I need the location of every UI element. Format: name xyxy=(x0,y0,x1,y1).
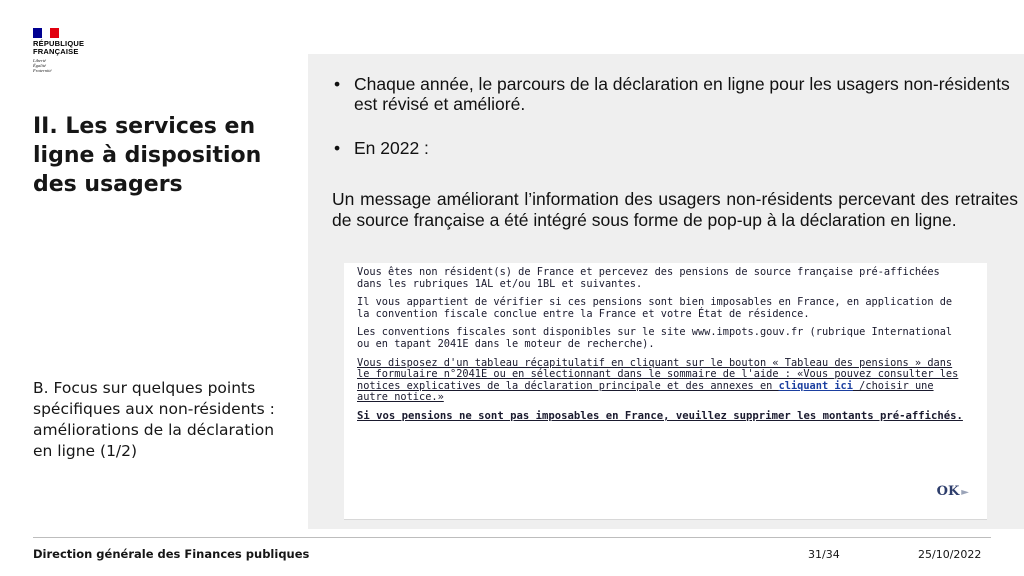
intro-paragraph: Un message améliorant l’information des usagers non-résidents percevant des retraites de source française a été intégré sous forme de pop-up à la déclaration en ligne. xyxy=(332,189,1018,230)
republique-francaise-logo xyxy=(33,28,113,73)
popup-paragraph-4-start: Vous disposez d'un tableau récapitulatif en cliquant sur le bouton « Tableau des pensions » dans le formulaire n°2041E ou en sélectionnant dans le sommaire de l'aide : «Vous pouvez consulter les notices explicatives de la déclaration principale et des annexes en xyxy=(357,356,959,392)
footer-divider xyxy=(33,537,991,538)
bullet-item xyxy=(330,74,1020,114)
popup-paragraph-3: Les conventions fiscales sont disponibles sur le site www.impots.gouv.fr (rubrique International ou en tapant 2041E dans le moteur de recherche). xyxy=(357,326,953,350)
logo-motto-2: Égalité xyxy=(33,63,46,68)
content-panel xyxy=(308,54,1024,529)
footer-date: 25/10/2022 xyxy=(918,548,982,561)
ok-button[interactable] xyxy=(937,484,969,499)
bullet-item xyxy=(330,138,1020,158)
bullet-text: En 2022 : xyxy=(354,138,429,158)
popup-paragraph-4 xyxy=(357,358,967,404)
french-flag-icon xyxy=(33,28,59,38)
logo-motto xyxy=(33,58,113,73)
section-title: II. Les services en ligne à disposition des usagers xyxy=(33,114,262,197)
logo-name xyxy=(33,40,113,56)
ok-button-label: OK xyxy=(936,484,960,499)
footer-organization: Direction générale des Finances publiques xyxy=(33,547,310,561)
cliquant-ici-link[interactable]: cliquant ici xyxy=(778,379,853,392)
play-arrow-icon: ► xyxy=(961,487,969,498)
bullet-list xyxy=(330,74,1020,158)
popup-paragraph-4-end: /choisir une autre notice.» xyxy=(357,379,934,404)
logo-motto-3: Fraternité xyxy=(33,68,52,73)
logo-name-line1: RÉPUBLIQUE xyxy=(33,39,85,48)
bullet-icon: • xyxy=(334,138,341,158)
logo-motto-1: Liberté xyxy=(33,58,46,63)
popup-paragraph-2: Il vous appartient de vérifier si ces pensions sont bien imposables en France, en application de la convention fiscale conclue entre la France et votre État de résidence. xyxy=(357,296,953,320)
bullet-text: Chaque année, le parcours de la déclaration en ligne pour les usagers non-résidents est révisé et amélioré. xyxy=(354,74,1010,114)
popup-paragraph-1: Vous êtes non résident(s) de France et percevez des pensions de source française pré-affichées dans les rubriques 1AL et/ou 1BL et suivantes. xyxy=(357,266,940,290)
bullet-icon: • xyxy=(334,74,341,94)
popup-warning: Si vos pensions ne sont pas imposables en France, veuillez supprimer les montants pré-affichés. xyxy=(357,409,963,422)
logo-name-line2: FRANÇAISE xyxy=(33,47,79,56)
footer-page-number: 31/34 xyxy=(808,548,840,561)
popup-screenshot xyxy=(344,263,987,520)
section-subtitle: B. Focus sur quelques points spécifiques aux non-résidents : améliorations de la déclaration en ligne (1/2) xyxy=(33,379,275,460)
popup-text xyxy=(357,267,967,430)
